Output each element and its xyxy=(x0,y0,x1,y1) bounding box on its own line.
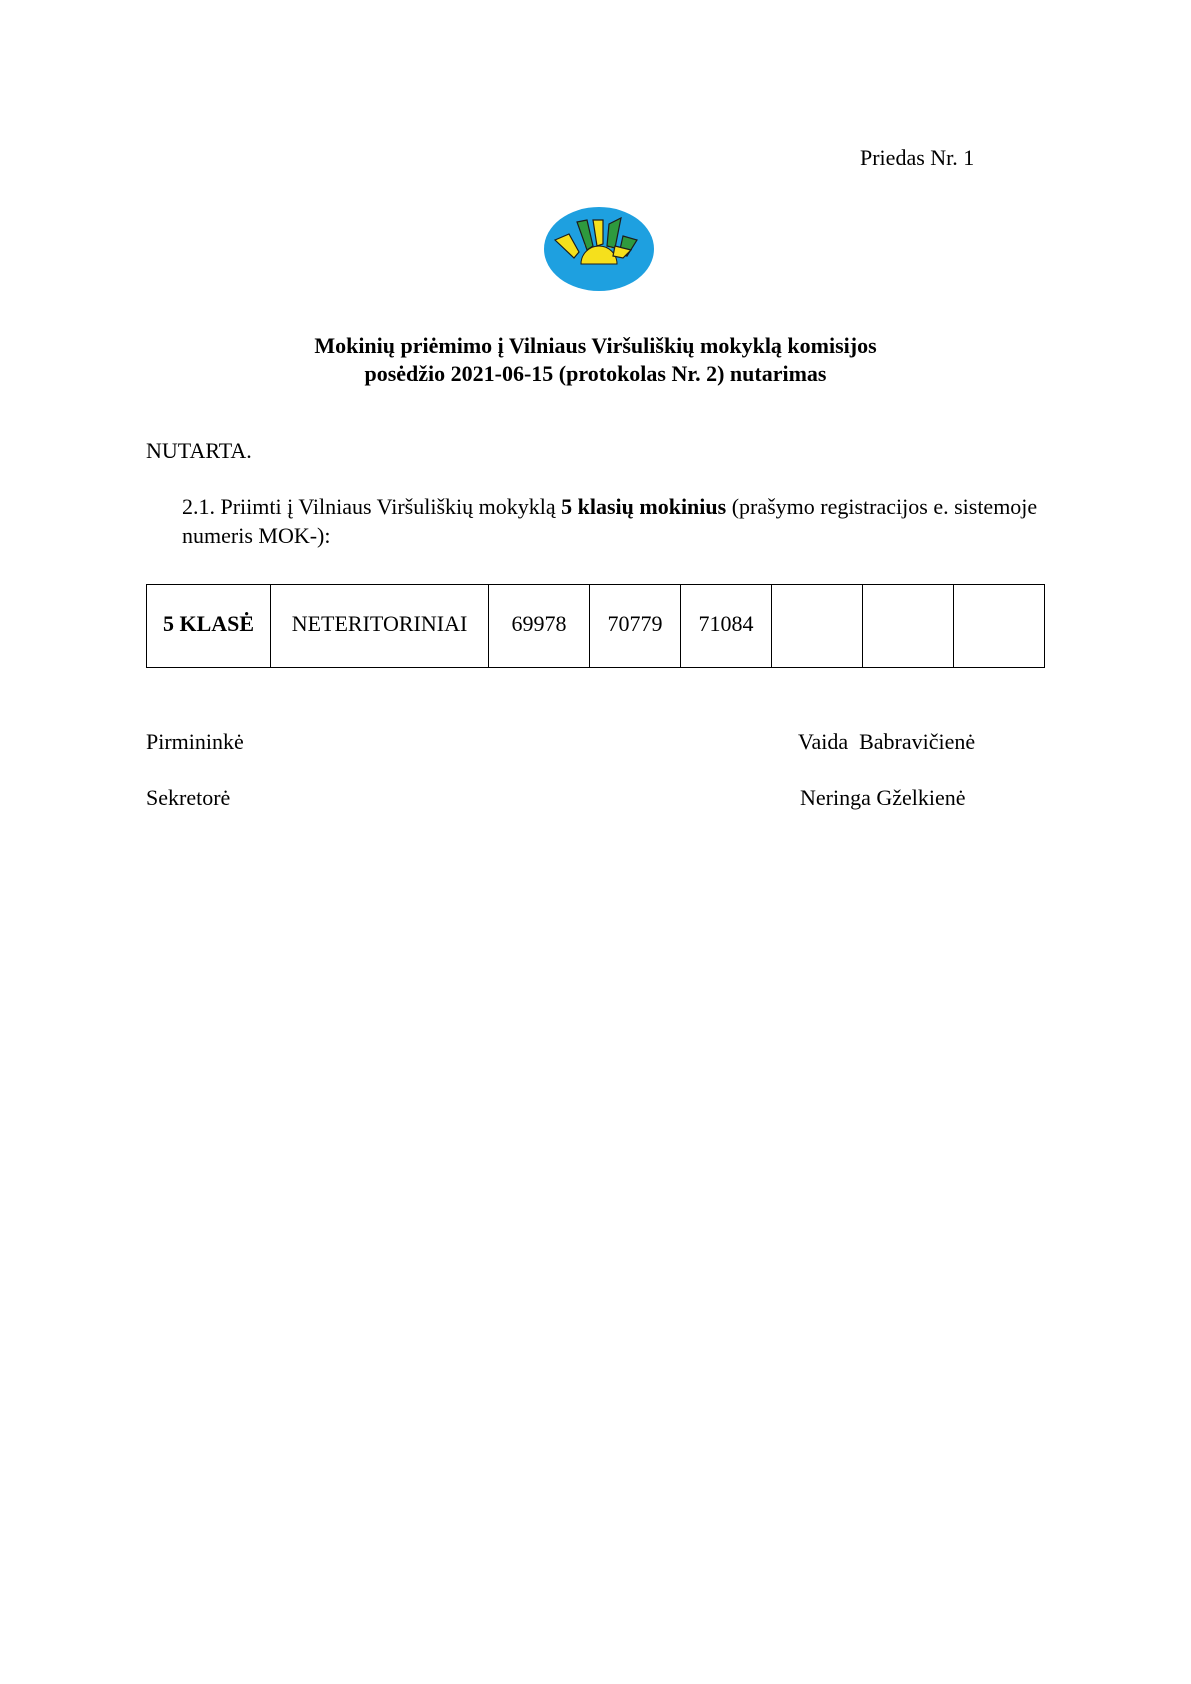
admission-table xyxy=(146,584,1045,668)
category-cell: NETERITORINIAI xyxy=(271,585,489,668)
secretary-name: Neringa Gželkienė xyxy=(800,785,966,810)
item-text-prefix: 2.1. Priimti į Vilniaus Viršuliškių mokyklą xyxy=(182,494,562,519)
item-text-suffix: (prašymo registracijos e. sistemoje numeris MOK-): xyxy=(182,494,1038,548)
annex-label: Priedas Nr. 1 xyxy=(860,145,975,170)
chair-name: Vaida Babravičienė xyxy=(798,729,976,754)
title-line-1: Mokinių priėmimo į Vilniaus Viršuliškių mokyklą komisijos xyxy=(314,333,877,358)
class-label-cell: 5 KLASĖ xyxy=(147,585,271,668)
number-cell xyxy=(863,585,954,668)
school-logo xyxy=(543,206,655,292)
decision-heading: NUTARTA. xyxy=(146,438,252,463)
chair-role: Pirmininkė xyxy=(146,729,244,754)
decision-item xyxy=(182,492,1042,550)
number-cell: 70779 xyxy=(590,585,681,668)
number-cell: 71084 xyxy=(681,585,772,668)
table-row xyxy=(147,585,1045,668)
document-title xyxy=(0,332,1191,388)
number-cell: 69978 xyxy=(489,585,590,668)
number-cell xyxy=(772,585,863,668)
title-line-2: posėdžio 2021-06-15 (protokolas Nr. 2) nutarimas xyxy=(364,361,827,386)
number-cell xyxy=(954,585,1045,668)
item-text-bold: 5 klasių mokinius xyxy=(561,494,727,519)
secretary-role: Sekretorė xyxy=(146,785,231,810)
